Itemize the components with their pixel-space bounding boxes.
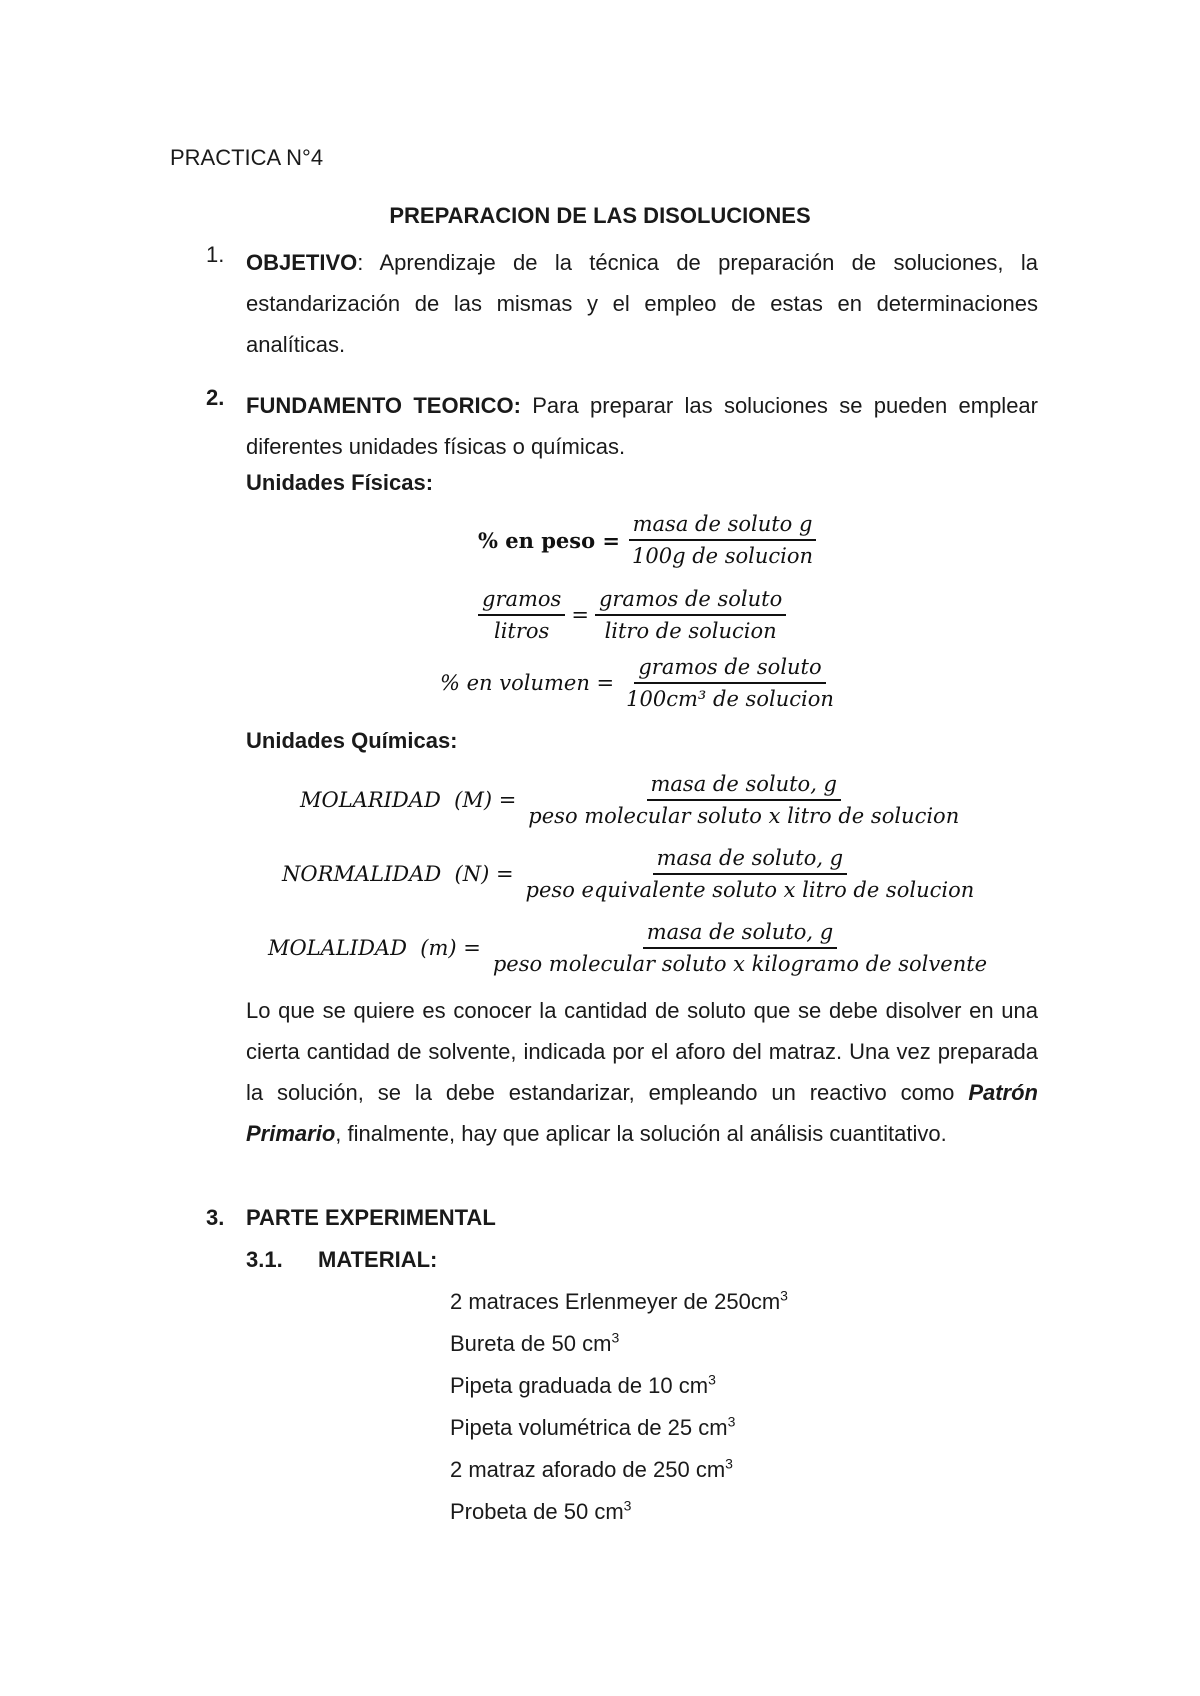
paragraph-text-before: Lo que se quiere es conocer la cantidad de soluto que se debe disolver en una cierta cantidad de solvente, indicada por el aforo del matraz. Una vez preparada la solución, se la debe estandarizar, empleando un reactivo como — [246, 998, 1038, 1105]
formula-percent-weight — [478, 512, 817, 568]
formula-molality — [268, 920, 991, 976]
formula-denominator: peso equivalente soluto x litro de solucion — [525, 878, 975, 902]
formula-denominator: peso molecular soluto x kilogramo de solvente — [492, 952, 988, 976]
formula-numerator: masa de soluto, g — [643, 920, 838, 949]
list-item: 2 matraz aforado de 250 $cm^3$ — [450, 1455, 733, 1482]
practice-number: PRACTICA N°4 — [170, 145, 324, 170]
physical-units-heading: Unidades Físicas: — [246, 470, 434, 495]
list-item: Pipeta graduada de 10 $cm^3$ — [450, 1371, 716, 1398]
formula-numerator: masa de soluto g — [629, 512, 817, 541]
formula-numerator: gramos de soluto — [634, 655, 825, 684]
formula-denominator: litro de solucion — [604, 619, 777, 643]
section-1-number: 1. — [206, 242, 225, 267]
formula-denominator: peso molecular soluto x litro de solucion — [528, 804, 960, 828]
formula-lhs: % en peso = — [478, 527, 620, 553]
formula-lhs-denominator: litros — [494, 619, 550, 643]
section-1-objective — [246, 242, 1038, 365]
objective-text: : Aprendizaje de la técnica de preparación de soluciones, la estandarización de las mismas y el empleo de estas en determinaciones analíticas. — [246, 250, 1038, 357]
formula-numerator: masa de soluto, g — [653, 846, 848, 875]
theory-label: FUNDAMENTO TEORICO: — [246, 393, 521, 418]
chemical-units-heading: Unidades Químicas: — [246, 728, 458, 753]
formula-lhs: % en volumen = — [440, 671, 615, 695]
formula-denominator: 100g de solucion — [632, 544, 814, 568]
formula-equals: = — [571, 603, 589, 627]
subsection-number: 3.1. — [246, 1247, 283, 1272]
formula-lhs: MOLARIDAD (M) = — [300, 788, 517, 812]
paragraph-text-after: , finalmente, hay que aplicar la solución al análisis cuantitativo. — [335, 1121, 947, 1146]
formula-lhs: NORMALIDAD (N) = — [282, 862, 514, 886]
list-item: Pipeta volumétrica de 25 $cm^3$ — [450, 1413, 736, 1440]
materials-list — [450, 1281, 788, 1533]
formula-lhs-numerator: gramos — [478, 587, 565, 616]
explanation-paragraph — [246, 990, 1038, 1154]
formula-percent-volume — [440, 655, 838, 711]
theory-text: Para preparar las soluciones se pueden emplear diferentes unidades físicas o químicas. — [246, 393, 1038, 459]
formula-normality — [282, 846, 978, 902]
formula-lhs: MOLALIDAD (m) = — [268, 936, 481, 960]
primary-standard-term: Patrón Primario — [246, 1080, 1038, 1146]
subsection-heading: MATERIAL: — [318, 1247, 438, 1272]
formula-grams-per-liter — [478, 587, 786, 643]
section-3-heading: PARTE EXPERIMENTAL — [246, 1205, 496, 1230]
formula-denominator: 100cm³ de solucion — [626, 687, 834, 711]
section-2-theory — [246, 385, 1038, 467]
formula-numerator: masa de soluto, g — [647, 772, 842, 801]
list-item: Bureta de 50 $cm^3$ — [450, 1329, 620, 1356]
objective-label: OBJETIVO — [246, 250, 358, 275]
section-2-number: 2. — [206, 385, 225, 410]
section-3-number: 3. — [206, 1205, 225, 1230]
document-title: PREPARACION DE LAS DISOLUCIONES — [389, 203, 811, 228]
list-item: 2 matraces Erlenmeyer de $250cm^3$ — [450, 1287, 788, 1314]
formula-numerator: gramos de soluto — [595, 587, 786, 616]
list-item: Probeta de 50 $cm^3$ — [450, 1497, 632, 1524]
formula-molarity — [300, 772, 963, 828]
